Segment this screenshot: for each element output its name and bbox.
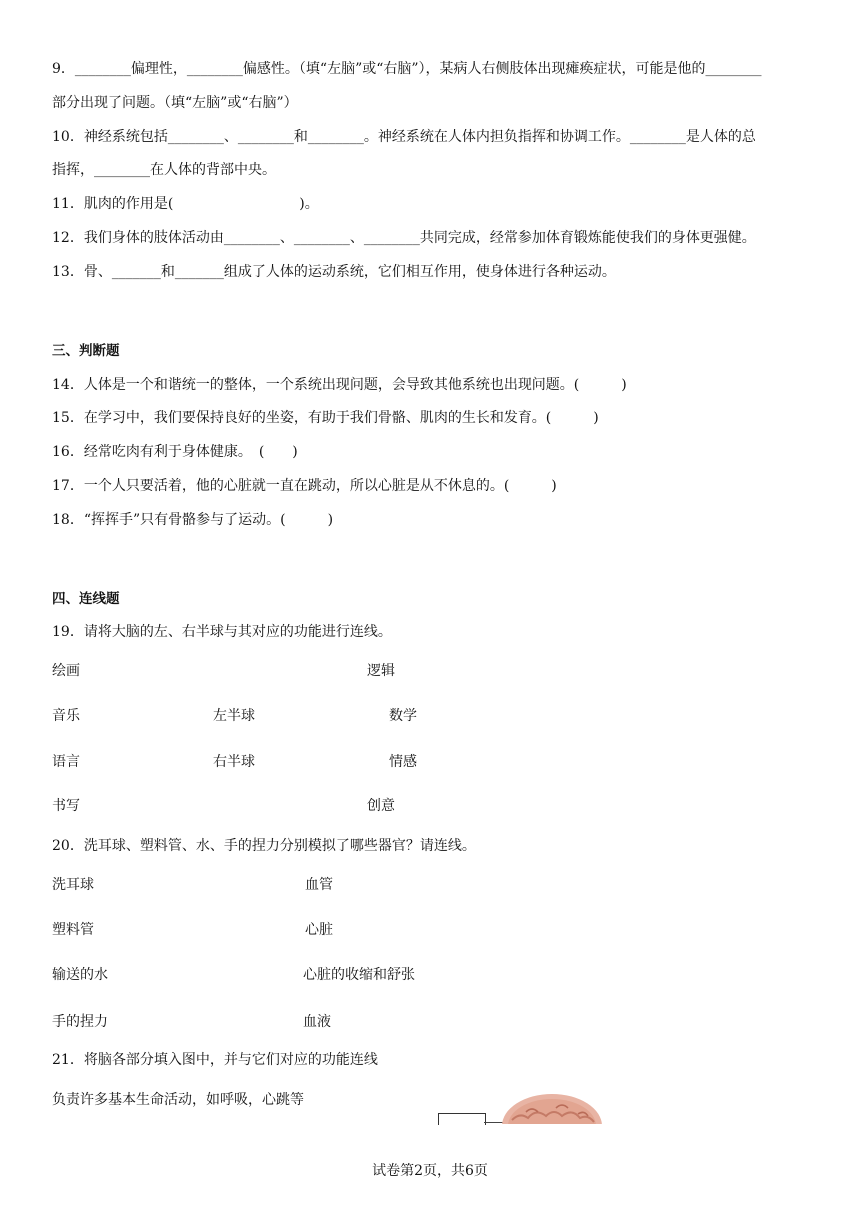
q20-left-item: 洗耳球	[52, 877, 94, 893]
q20-left-item: 手的捏力	[52, 1014, 108, 1030]
brain-image	[496, 1090, 614, 1124]
q19-left-item: 绘画	[52, 663, 80, 679]
question-10-line2: 指挥，________在人体的背部中央。	[52, 162, 276, 178]
question-14: 14．人体是一个和谐统一的整体，一个系统出现问题，会导致其他系统也出现问题。( )	[52, 377, 627, 393]
q19-right-item: 情感	[389, 754, 417, 770]
q20-right-item: 血管	[305, 877, 333, 893]
q19-right-item: 数学	[389, 708, 417, 724]
question-13: 13．骨、_______和_______组成了人体的运动系统，它们相互作用，使身体进行各种运动。	[52, 264, 616, 280]
question-9-line1: 9．________偏理性，________偏感性。（填“左脑”或“右脑”），某病人右侧肢体出现瘫痪症状，可能是他的________	[52, 61, 762, 77]
q19-middle-item: 右半球	[213, 754, 255, 770]
q19-left-item: 语言	[52, 754, 80, 770]
q20-right-item: 心脏	[305, 922, 333, 938]
section-4-heading: 四、连线题	[52, 591, 120, 607]
question-10-line1: 10．神经系统包括________、________和________。神经系统在人体内担负指挥和协调工作。________是人体的总	[52, 129, 756, 145]
question-21-prompt: 21．将脑各部分填入图中，并与它们对应的功能连线	[52, 1052, 378, 1068]
q19-left-item: 书写	[52, 798, 80, 814]
q20-left-item: 塑料管	[52, 922, 94, 938]
q19-left-item: 音乐	[52, 708, 80, 724]
question-15: 15．在学习中，我们要保持良好的坐姿，有助于我们骨骼、肌肉的生长和发育。( )	[52, 410, 599, 426]
q20-right-item: 心脏的收缩和舒张	[303, 967, 415, 983]
q19-right-item: 创意	[367, 798, 395, 814]
question-18: 18．“挥挥手”只有骨骼参与了运动。( )	[52, 512, 334, 528]
page-footer: 试卷第2页，共6页	[372, 1163, 488, 1179]
q20-left-item: 输送的水	[52, 967, 108, 983]
question-16: 16．经常吃肉有利于身体健康。 ( )	[52, 444, 298, 460]
q21-function-label: 负责许多基本生命活动，如呼吸，心跳等	[52, 1092, 304, 1108]
brain-illustration	[496, 1090, 614, 1124]
q19-right-item: 逻辑	[367, 663, 395, 679]
q20-right-item: 血液	[303, 1014, 331, 1030]
question-20-prompt: 20．洗耳球、塑料管、水、手的捏力分别模拟了哪些器官？请连线。	[52, 838, 476, 854]
section-3-heading: 三、判断题	[52, 343, 120, 359]
question-12: 12．我们身体的肢体活动由________、________、________共同完成，经常参加体育锻炼能使我们的身体更强健。	[52, 230, 756, 246]
question-11: 11．肌肉的作用是( )。	[52, 196, 319, 212]
question-17: 17．一个人只要活着，他的心脏就一直在跳动，所以心脏是从不休息的。( )	[52, 478, 557, 494]
q19-middle-item: 左半球	[213, 708, 255, 724]
question-9-line2: 部分出现了问题。（填“左脑”或“右脑”）	[52, 95, 298, 111]
brain-label-box	[438, 1113, 486, 1125]
question-19-prompt: 19．请将大脑的左、右半球与其对应的功能进行连线。	[52, 624, 392, 640]
